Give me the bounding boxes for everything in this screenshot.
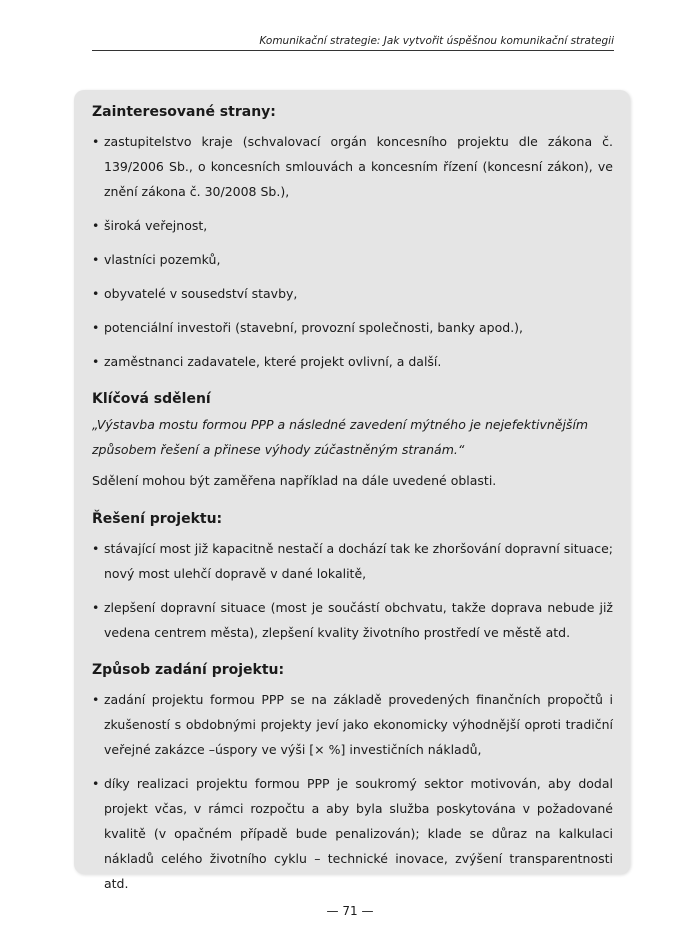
solution-heading: Řešení projektu:	[92, 511, 223, 527]
bullet-icon: •	[92, 286, 100, 301]
key-message-quote: „Výstavba mostu formou PPP a následné zavedení mýtného je nejefektivnějším způsobem řešení a přinese výhody zúčastněným stranám.“	[92, 417, 589, 457]
bullet-icon: •	[92, 320, 100, 335]
bullet-icon: •	[92, 776, 100, 791]
assignment-list	[92, 687, 613, 896]
bullet-icon: •	[92, 600, 100, 615]
stakeholders-heading: Zainteresované strany:	[92, 104, 276, 120]
page-number: — 71 —	[326, 904, 374, 918]
list-item: • potenciální investoři (stavební, provozní společnosti, banky apod.),	[92, 315, 613, 340]
list-item: • zadání projektu formou PPP se na základě provedených finančních propočtů i zkušeností s obdobnými projekty jeví jako ekonomicky výhodnější oproti tradiční veřejné zakázce –úspory ve výši [× %] investičních nákladů,	[92, 687, 613, 762]
list-item: • zastupitelstvo kraje (schvalovací orgán koncesního projektu dle zákona č. 139/2006 Sb., o koncesních smlouvách a koncesním řízení (koncesní zákon), ve znění zákona č. 30/2008 Sb.),	[92, 129, 613, 204]
solution-list	[92, 536, 613, 645]
bullet-icon: •	[92, 541, 100, 556]
bullet-icon: •	[92, 354, 100, 369]
header-rule	[92, 50, 614, 51]
key-message-heading: Klíčová sdělení	[92, 391, 211, 407]
stakeholders-list	[92, 129, 613, 374]
bullet-icon: •	[92, 218, 100, 233]
list-item: • zlepšení dopravní situace (most je součástí obchvatu, takže doprava nebude již vedena centrem města), zlepšení kvality životního prostředí ve městě atd.	[92, 595, 613, 645]
bullet-icon: •	[92, 134, 100, 149]
list-item: • široká veřejnost,	[92, 213, 613, 238]
list-item: • stávající most již kapacitně nestačí a dochází tak ke zhoršování dopravní situace; nový most ulehčí dopravě v dané lokalitě,	[92, 536, 613, 586]
list-item: • obyvatelé v sousedství stavby,	[92, 281, 613, 306]
bullet-icon: •	[92, 252, 100, 267]
box-content	[92, 98, 613, 905]
list-item: • vlastníci pozemků,	[92, 247, 613, 272]
assignment-heading: Způsob zadání projektu:	[92, 662, 285, 678]
list-item: • díky realizaci projektu formou PPP je soukromý sektor motivován, aby dodal projekt včas, v rámci rozpočtu a aby byla služba poskytována v požadované kvalitě (v opačném případě bude penalizován); klade se důraz na kalkulaci nákladů celého životního cyklu – technické inovace, zvýšení transparentnosti atd.	[92, 771, 613, 896]
key-message-note: Sdělení mohou být zaměřena například na dále uvedené oblasti.	[92, 473, 497, 488]
bullet-icon: •	[92, 692, 100, 707]
running-header: Komunikační strategie: Jak vytvořit úspěšnou komunikační strategii	[259, 35, 614, 47]
list-item: • zaměstnanci zadavatele, které projekt ovlivní, a další.	[92, 349, 613, 374]
